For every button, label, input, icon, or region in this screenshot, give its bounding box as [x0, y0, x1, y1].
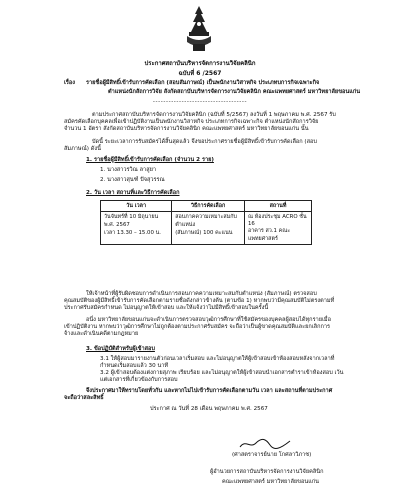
section-2-heading: 2. วัน เวลา สถานที่และวิธีการคัดเลือก [86, 190, 180, 196]
method-cell [172, 212, 245, 245]
agency-title: ประกาศสถาบันบริหารจัดการงานวิจัยคลินิก [144, 60, 256, 67]
intro-paragraph-2: บัดนี้ ระยะเวลาการรับสมัครได้สิ้นสุดแล้ว จึงขอประกาศรายชื่อผู้มีสิทธิ์เข้ารับการคัดเลือก (สอบสัมภาษณ์) ดังนี้ [64, 139, 317, 152]
subject-line-1: รายชื่อผู้มีสิทธิ์เข้ารับการคัดเลือก (สอบสัมภาษณ์) เป็นพนักงานวิสาหกิจ ประเภทบการกิจเฉพาะกิจ [86, 80, 320, 86]
place-building: อาคาร สว.1 คณะแพทยศาสตร์ [247, 228, 291, 242]
closing-paragraph: จึงประกาศมาให้ทราบโดยทั่วกัน และหากไม่ไปเข้ารับการคัดเลือกตามวัน เวลา และสถานที่ตามประกาศ จะถือว่าสละสิทธิ์ [64, 388, 333, 401]
candidate-name: 2. นางสาวสุนฑ์ ปัจสุวรรณ [100, 177, 165, 183]
subject-line-2: ตำแหน่งนักสัถการวิจัย สังกัดสถาบันบริหารจัดการงานวิจัยคลินิก คณะแพทยศาสตร์ มหาวิทยาลัยขอนแก่น [108, 89, 361, 95]
announcement-number: ฉบับที่ 6 /2567 [178, 70, 222, 77]
table-header-row [101, 201, 312, 212]
place-room: ณ ห้องประชุม ACRO ชั้น 16 [247, 214, 307, 227]
rule-item: 3.1 ให้ผู้สอบมารายงานตัวก่อนเวลาเริ่มสอบ และไม่อนุญาตให้ผู้เข้าสอบเข้าห้องสอบหลังจากเวลาที่กำหนดเริ่มสอบแล้ว 30 นาที [100, 356, 335, 369]
rule-item: 3.2 ผู้เข้าสอบต้องแต่งกายสุภาพ เรียบร้อย และไม่อนุญาตให้ผู้เข้าสอบนำเอกสารตำราเข้าห้องสอบ เว้นแต่เอกสารที่เกี่ยวข้องกับการสอบ [100, 370, 344, 383]
signatory-name: (ศาสตราจารย์นาย โกศลาวิภาช) [232, 452, 312, 458]
exam-date: วันจันทร์ที่ 10 มิถุนายน พ.ศ. 2567 [104, 214, 159, 228]
section-3-heading: 3. ข้อปฏิบัติสำหรับผู้เข้าสอบ [86, 346, 155, 352]
column-header: วัน เวลา [101, 201, 172, 212]
signatory-title: ผู้อำนวยการสถาบันบริหารจัดการงานวิจัยคลินิก [210, 469, 324, 475]
intro-paragraph: ตามประกาศสถาบันบริหารจัดการงานวิจัยคลินิก (ฉบับที่ 5/2567) ลงวันที่ 1 พฤษภาคม พ.ศ. 2567 รับสมัครคัดเลือกบุคคลเพื่อเข้าปฏิบัติงานเป็นพนักงานวิสาหกิจ ประเภทการกิจเฉพาะกิจ ตำแหน่งนักสัถการวิจัย จำนวน 1 อัตรา สังกัดสถาบันบริหารจัดการงานวิจัยคลินิก คณะแพทยศาสตร์ มหาวิทยาลัยขอนแก่น นั้น [64, 112, 336, 132]
column-header: สถานที่ [244, 201, 311, 212]
column-header: วิธีการคัดเลือก [172, 201, 245, 212]
university-seal-icon [181, 4, 217, 54]
table-row [101, 212, 312, 245]
method-text: สอบภาคความเหมาะสมกับตำแหน่ง [175, 214, 237, 228]
subject-label: เรื่อง [64, 80, 76, 86]
date-cell [101, 212, 172, 245]
candidate-name: 1. นางสาวรวิณ ลาสูยา [100, 167, 157, 173]
separator: ------------------------------------ [152, 99, 248, 105]
section-1-heading: 1. รายชื่อผู้มีสิทธิ์เข้ารับการคัดเลือก (จำนวน 2 ราย) [86, 157, 214, 163]
qualification-paragraph: อนึ่ง มหาวิทยาลัยขอนแก่นจะดำเนินการตรวจสอบวุฒิการศึกษาที่ใช้สมัครของบุคคลผู้สอบได้ทุกรายเมื่อเข้าปฏิบัติงาน หากพบว่าวุฒิการศึกษาไม่ถูกต้องตามประกาศรับสมัคร จะถือว่าเป็นผู้ขาดคุณสมบัติและยกเลิกการจ้างและดำเนินคดีตามกฎหมาย [64, 317, 331, 337]
place-cell [244, 212, 311, 245]
verification-paragraph: ให้เจ้าหน้าที่ผู้รับผิดชอบการดำเนินการสอบภาคความเหมาะสมกับตำแหน่ง (สัมภาษณ์) ตรวจสอบคุณสมบัติของผู้มีสิทธิ์เข้ารับการคัดเลือกตามรายชื่อดังกล่าวข้างต้น (ตามข้อ 1) หากพบว่ามีคุณสมบัติไม่ตรงตามที่ประกาศรับสมัครกำหนด ไม่อนุญาตให้เข้าสอบ และให้แจ้งว่าไม่มีสิทธิ์เข้าสอบในครั้งนี้ [64, 291, 335, 311]
exam-time: เวลา 13.30 – 15.00 น. [104, 230, 162, 236]
method-score: (สัมภาษณ์) 100 คะแนน [175, 230, 233, 236]
signatory-faculty: คณะแพทยศาสตร์ มหาวิทยาลัยขอนแก่น [222, 479, 320, 485]
signature-icon [238, 437, 292, 451]
announcement-date: ประกาศ ณ วันที่ 28 เดือน พฤษภาคม พ.ศ. 2567 [150, 406, 268, 412]
schedule-table [100, 200, 312, 245]
